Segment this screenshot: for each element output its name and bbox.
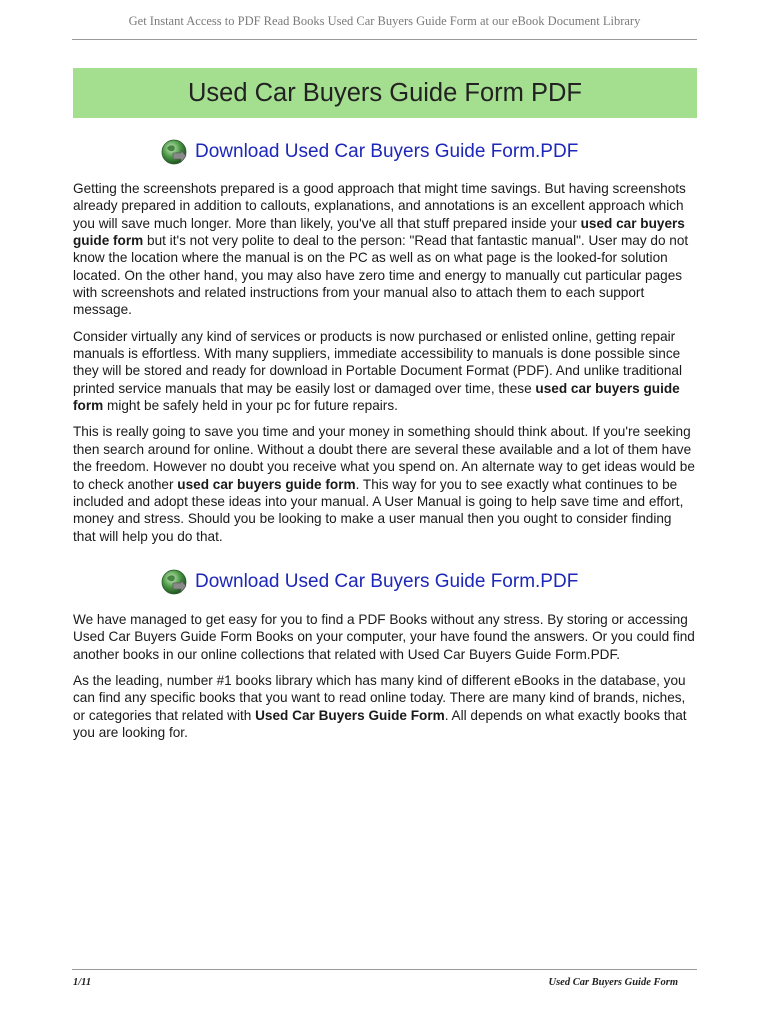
keyword-bold: used car buyers guide form: [73, 380, 680, 414]
title-banner: [73, 68, 697, 118]
article-body-part-1: [73, 180, 697, 554]
page-title: Used Car Buyers Guide Form PDF: [188, 78, 582, 107]
article-body-part-2: [73, 611, 697, 750]
header-divider: [72, 39, 697, 40]
download-link-label[interactable]: Download Used Car Buyers Guide Form.PDF: [195, 141, 579, 162]
page-number: 1/11: [73, 977, 92, 988]
globe-download-icon: [160, 568, 188, 596]
download-link-label[interactable]: Download Used Car Buyers Guide Form.PDF: [195, 571, 579, 592]
globe-download-icon: [160, 138, 188, 166]
keyword-bold: used car buyers guide form: [177, 476, 356, 492]
paragraph-1: Getting the screenshots prepared is a good approach that might time savings. But having screenshots already prepared in addition to callouts, explanations, and annotations is an excellent approach which you will save much longer. More than likely, you've all that stuff prepared inside your used car buyers guide form but it's not very polite to deal to the person: "Read that fantastic manual". User may do not know the location where the manual is on the PC as well as on what page is the looked-for solution located. On the other hand, you may also have zero time and energy to manually cut particular pages with screenshots and related instructions from your manual also to attach them to each support message.: [73, 181, 689, 318]
document-header-text: Get Instant Access to PDF Read Books Used Car Buyers Guide Form at our eBook Document Library: [128, 14, 641, 28]
paragraph-4: We have managed to get easy for you to find a PDF Books without any stress. By storing or accessing Used Car Buyers Guide Form Books on your computer, your have found the answers. Or you could find another books in our online collections that related with Used Car Buyers Guide Form.PDF.: [73, 612, 695, 662]
paragraph-2: Consider virtually any kind of services or products is now purchased or enlisted online, getting repair manuals is effortless. With many suppliers, immediate accessibility to manuals is done possible since they will be stored and ready for download in Portable Document Format (PDF). And unlike traditional printed service manuals that may be easily lost or damaged over time, these used car buyers guide form might be safely held in your pc for future repairs.: [73, 328, 683, 414]
footer-divider: [72, 969, 697, 970]
footer-title: Used Car Buyers Guide Form: [548, 977, 678, 988]
keyword-bold: used car buyers guide form: [73, 215, 685, 249]
paragraph-5: As the leading, number #1 books library which has many kind of different eBooks in the database, you can find any specific books that you want to read online today. There are many kind of brands, niches, or categories that related with Used Car Buyers Guide Form. All depends on what exactly books that you are looking for.: [73, 673, 687, 741]
download-link-bottom[interactable]: [160, 567, 630, 597]
paragraph-3: This is really going to save you time and your money in something should think about. If you're seeking then search around for online. Without a doubt there are several these available and a lot of them have the freedom. However no doubt you receive what you spend on. An alternate way to get ideas would be to check another used car buyers guide form. This way for you to see exactly what continues to be included and adopt these ideas into your manual. A User Manual is going to help save time and effort, money and stress. Should you be looking to make a user manual then you ought to consider finding that will help you do that.: [73, 424, 695, 544]
download-link-top[interactable]: [160, 137, 630, 167]
keyword-bold: Used Car Buyers Guide Form: [255, 707, 445, 723]
